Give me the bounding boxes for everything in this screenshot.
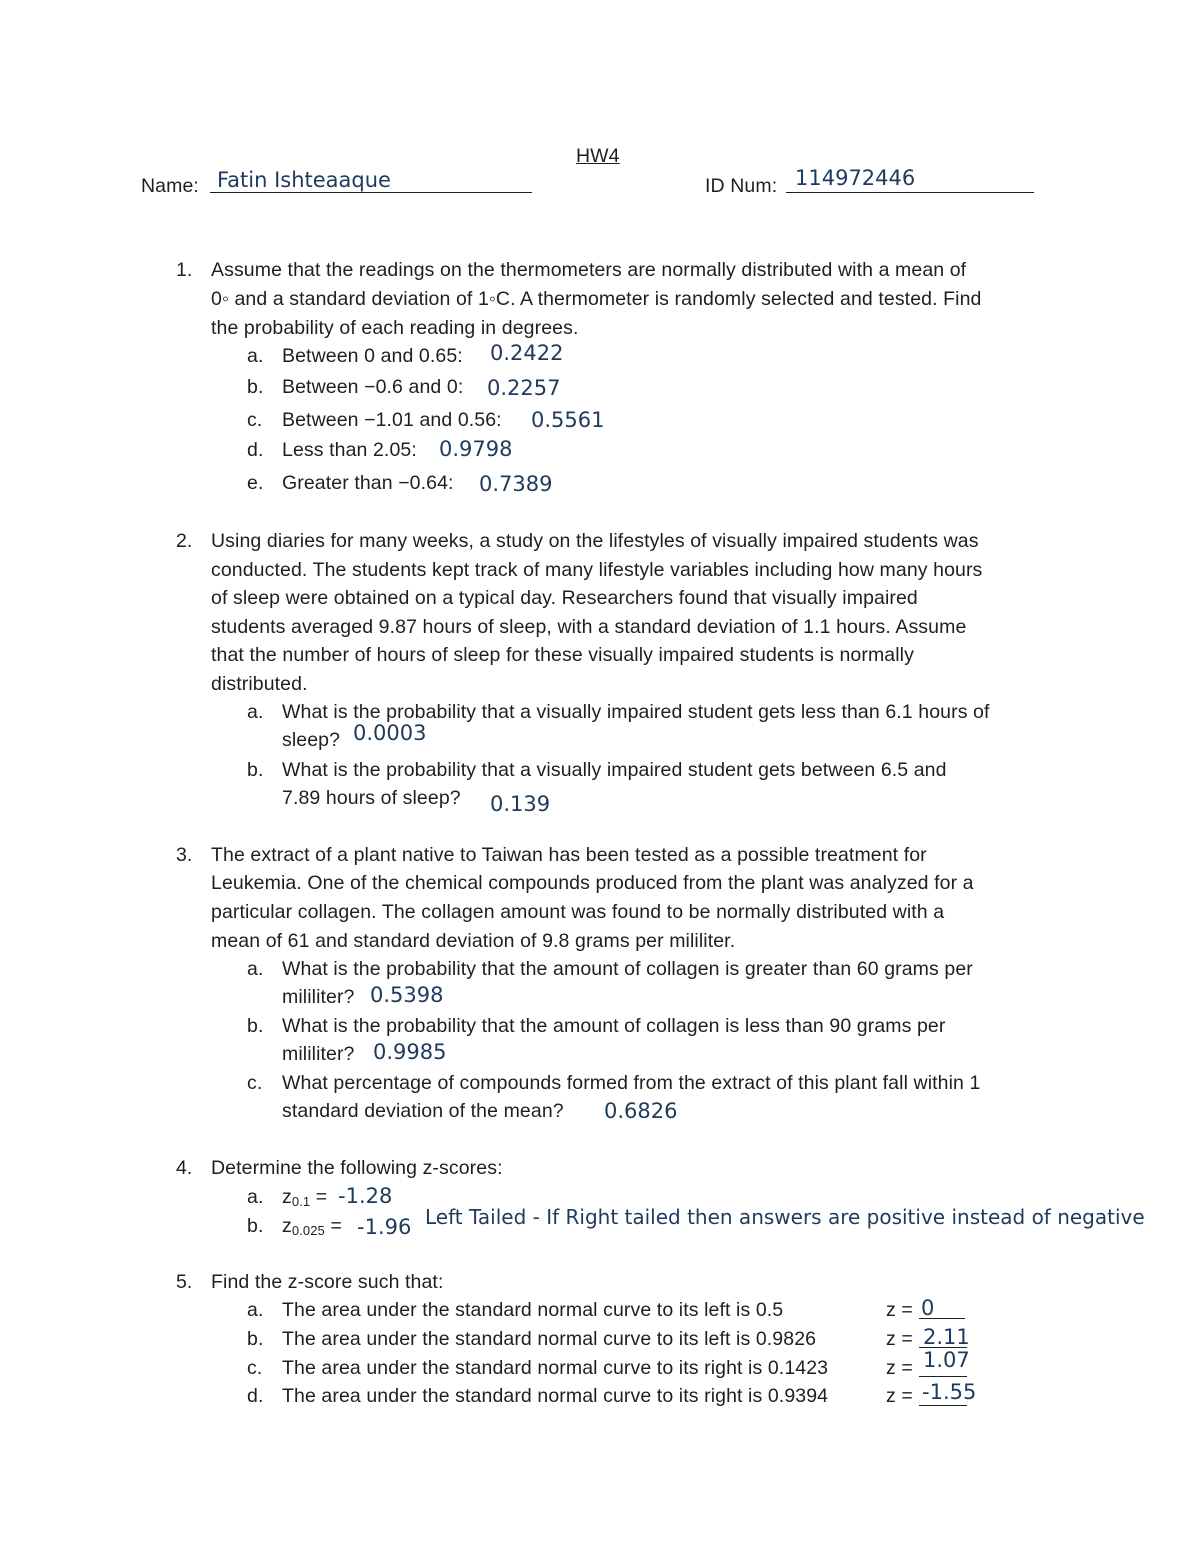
answer: -1.55 bbox=[922, 1380, 977, 1404]
z-score-label: $z_{0.025}$ = bbox=[282, 1215, 342, 1238]
answer: 2.11 bbox=[923, 1325, 970, 1349]
id-label: ID Num: bbox=[705, 175, 778, 197]
question-text: distributed. bbox=[211, 673, 308, 695]
answer-note: Left Tailed - If Right tailed then answers are positive instead of negative bbox=[425, 1205, 1145, 1229]
z-label: z = bbox=[886, 1299, 913, 1321]
part-letter: b. bbox=[247, 1215, 264, 1237]
part-letter: b. bbox=[247, 759, 264, 781]
question-text: 0◦ and a standard deviation of 1◦C. A thermometer is randomly selected and tested. Find bbox=[211, 288, 982, 310]
question-text: Determine the following z-scores: bbox=[211, 1157, 503, 1179]
question-text: of sleep were obtained on a typical day. Researchers found that visually impaired bbox=[211, 587, 918, 609]
question-text: Using diaries for many weeks, a study on the lifestyles of visually impaired students was bbox=[211, 530, 979, 552]
part-text: Less than 2.05: bbox=[282, 439, 417, 461]
question-text: particular collagen. The collagen amount was found to be normally distributed with a bbox=[211, 901, 945, 923]
answer: 0.0003 bbox=[353, 721, 427, 745]
name-value: Fatin Ishteaaque bbox=[217, 168, 391, 192]
id-value: 114972446 bbox=[795, 166, 916, 190]
part-letter: b. bbox=[247, 1328, 264, 1350]
part-text: The area under the standard normal curve to its left is 0.5 bbox=[282, 1299, 784, 1321]
part-letter: b. bbox=[247, 1015, 264, 1037]
part-letter: a. bbox=[247, 1186, 264, 1208]
answer: 0.9985 bbox=[373, 1040, 447, 1064]
part-letter: a. bbox=[247, 701, 264, 723]
part-text: The area under the standard normal curve to its right is 0.1423 bbox=[282, 1357, 829, 1379]
question-number: 5. bbox=[176, 1271, 193, 1293]
z-label: z = bbox=[886, 1328, 913, 1350]
answer-underline bbox=[919, 1318, 965, 1319]
part-text: 7.89 hours of sleep? bbox=[282, 787, 461, 809]
question-text: conducted. The students kept track of many lifestyle variables including how many hours bbox=[211, 559, 983, 581]
question-text: that the number of hours of sleep for these visually impaired students is normally bbox=[211, 644, 914, 666]
part-text: What is the probability that the amount of collagen is greater than 60 grams per bbox=[282, 958, 973, 980]
part-text: Between −1.01 and 0.56: bbox=[282, 409, 502, 431]
answer-underline bbox=[919, 1405, 967, 1406]
part-text: Between 0 and 0.65: bbox=[282, 345, 463, 367]
name-underline bbox=[210, 192, 532, 193]
part-text: What percentage of compounds formed from the extract of this plant fall within 1 bbox=[282, 1072, 981, 1094]
z-score-label: $z_{0.1}$ = bbox=[282, 1186, 328, 1209]
part-text: Greater than −0.64: bbox=[282, 472, 454, 494]
part-letter: d. bbox=[247, 1385, 264, 1407]
part-text: mililiter? bbox=[282, 1043, 355, 1065]
part-letter: c. bbox=[247, 409, 263, 431]
question-text: Leukemia. One of the chemical compounds produced from the plant was analyzed for a bbox=[211, 872, 974, 894]
name-label: Name: bbox=[141, 175, 199, 197]
answer: -1.28 bbox=[338, 1184, 393, 1208]
question-text: Assume that the readings on the thermometers are normally distributed with a mean of bbox=[211, 259, 967, 281]
answer: -1.96 bbox=[357, 1215, 412, 1239]
answer: 0.5398 bbox=[370, 983, 444, 1007]
part-text: standard deviation of the mean? bbox=[282, 1100, 564, 1122]
part-text: The area under the standard normal curve to its right is 0.9394 bbox=[282, 1385, 829, 1407]
part-letter: a. bbox=[247, 1299, 264, 1321]
part-text: Between −0.6 and 0: bbox=[282, 376, 464, 398]
question-text: Find the z-score such that: bbox=[211, 1271, 444, 1293]
part-text: sleep? bbox=[282, 729, 341, 751]
answer: 0.9798 bbox=[439, 437, 513, 461]
part-text: The area under the standard normal curve to its left is 0.9826 bbox=[282, 1328, 817, 1350]
answer: 0.2257 bbox=[487, 376, 561, 400]
part-letter: c. bbox=[247, 1357, 263, 1379]
question-text: The extract of a plant native to Taiwan has been tested as a possible treatment for bbox=[211, 844, 927, 866]
part-text: What is the probability that a visually impaired student gets between 6.5 and bbox=[282, 759, 947, 781]
z-label: z = bbox=[886, 1357, 913, 1379]
part-text: What is the probability that the amount of collagen is less than 90 grams per bbox=[282, 1015, 946, 1037]
question-text: mean of 61 and standard deviation of 9.8 grams per mililiter. bbox=[211, 930, 736, 952]
answer: 0.2422 bbox=[490, 341, 564, 365]
part-letter: d. bbox=[247, 439, 264, 461]
id-underline bbox=[786, 192, 1034, 193]
question-number: 4. bbox=[176, 1157, 193, 1179]
part-letter: a. bbox=[247, 958, 264, 980]
part-text: What is the probability that a visually impaired student gets less than 6.1 hours of bbox=[282, 701, 990, 723]
part-letter: c. bbox=[247, 1072, 263, 1094]
answer: 0.139 bbox=[490, 792, 551, 816]
answer-underline bbox=[919, 1376, 967, 1377]
answer: 0.5561 bbox=[531, 408, 605, 432]
question-number: 3. bbox=[176, 844, 193, 866]
answer: 0.7389 bbox=[479, 472, 553, 496]
part-letter: a. bbox=[247, 345, 264, 367]
z-label: z = bbox=[886, 1385, 913, 1407]
page-title: HW4 bbox=[576, 145, 620, 167]
part-text: mililiter? bbox=[282, 986, 355, 1008]
answer: 0.6826 bbox=[604, 1099, 678, 1123]
answer: 1.07 bbox=[923, 1348, 970, 1372]
question-number: 1. bbox=[176, 259, 193, 281]
answer: 0 bbox=[921, 1296, 935, 1320]
question-text: the probability of each reading in degrees. bbox=[211, 317, 579, 339]
part-letter: b. bbox=[247, 376, 264, 398]
question-number: 2. bbox=[176, 530, 193, 552]
part-letter: e. bbox=[247, 472, 264, 494]
question-text: students averaged 9.87 hours of sleep, with a standard deviation of 1.1 hours. Assume bbox=[211, 616, 967, 638]
